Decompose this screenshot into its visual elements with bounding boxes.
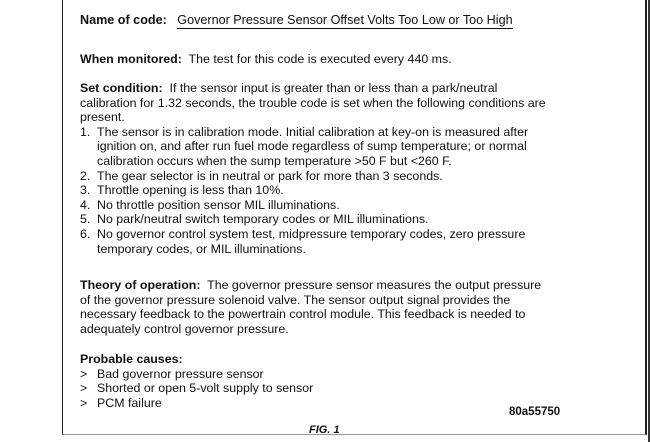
set-condition-label: Set condition: — [80, 81, 163, 95]
condition-number: 4. — [80, 197, 91, 212]
cause-marker: > — [80, 366, 88, 381]
condition-text: No park/neutral switch temporary codes or MIL illuminations. — [97, 212, 429, 227]
cause-text: PCM failure — [97, 395, 162, 410]
document-frame — [62, 0, 647, 435]
condition-item — [80, 183, 550, 198]
figure-caption: FIG. 1 — [309, 424, 340, 436]
condition-item — [80, 212, 550, 227]
name-of-code-label: Name of code: — [80, 13, 167, 27]
theory-section — [80, 278, 550, 336]
condition-number: 1. — [80, 124, 91, 139]
when-monitored-section — [80, 52, 550, 67]
condition-list — [80, 125, 550, 256]
condition-text: No throttle position sensor MIL illuminations. — [97, 197, 340, 212]
cause-item — [80, 396, 550, 411]
cause-item — [80, 367, 550, 382]
condition-item — [80, 125, 550, 169]
condition-number: 5. — [80, 212, 91, 227]
name-of-code-row — [80, 13, 513, 27]
probable-causes-label: Probable causes: — [80, 352, 183, 366]
condition-item — [80, 169, 550, 184]
condition-item — [80, 227, 550, 256]
cause-marker: > — [80, 395, 88, 410]
name-of-code-value: Governor Pressure Sensor Offset Volts Too Low or Too High — [177, 13, 513, 27]
condition-text: The gear selector is in neutral or park for more than 3 seconds. — [97, 168, 443, 183]
when-monitored-label: When monitored: — [80, 52, 182, 66]
cause-text: Shorted or open 5-volt supply to sensor — [97, 381, 314, 396]
condition-text: The sensor is in calibration mode. Initial calibration at key-on is measured after ignition on, and after run fuel mode regardless of sump temperature; or normal calibration occurs when the sump temperature >50 F but <260 F. — [97, 124, 529, 168]
probable-causes-section — [80, 352, 550, 410]
condition-text: No governor control system test, midpressure temporary codes, zero pressure temporary codes, or MIL illuminations. — [97, 226, 526, 256]
condition-number: 6. — [80, 226, 91, 241]
cause-marker: > — [80, 381, 88, 396]
cause-text: Bad governor pressure sensor — [97, 366, 264, 381]
condition-item — [80, 198, 550, 213]
condition-number: 2. — [80, 168, 91, 183]
causes-list — [80, 367, 550, 411]
condition-text: Throttle opening is less than 10%. — [97, 183, 284, 198]
figure-id: 80a55750 — [509, 406, 561, 418]
cause-item — [80, 381, 550, 396]
when-monitored-text: The test for this code is executed every 440 ms. — [188, 52, 452, 66]
theory-label: Theory of operation: — [80, 278, 201, 292]
set-condition-intro-para — [80, 81, 550, 125]
set-condition-intro: If the sensor input is greater than or less than a park/neutral calibration for 1.32 seconds, the trouble code is set when the following conditions are present. — [80, 81, 546, 125]
condition-number: 3. — [80, 183, 91, 198]
theory-text: The governor pressure sensor measures the output pressure of the governor pressure solenoid valve. The sensor output signal provides the necessary feedback to the powertrain control module. This feedback is needed to adequately control governor pressure. — [80, 278, 542, 336]
set-condition-section — [80, 81, 550, 256]
